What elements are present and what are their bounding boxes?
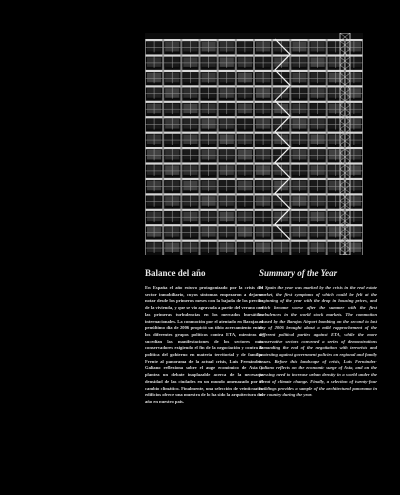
english-body: In Spain the year was marked by the crisis in the real estate market, the first symptoms of which could be felt at the beginning of the year with the drop in housing prices, and which became worse after the summer with the first turbulences in the world stock markets. The commotion caused by the Barajas Airport bombing on the second to last day of 2006 brought about a mild rapprochement of the different political parties against ETA, while the more conservative sectors convened a series of demonstrations demanding the end of the negotiation with terrorists and protesting against government policies on regional and family issues. Before this landscape of crisis, Luis Fernández-Galiano reflects on the economic surge of Asia, and on the pressing need to increase urban density in a world under the threat of climate change. Finally, a selection of twenty-four buildings provides a sample of the architectural panorama in our country during the year. xyxy=(259,285,377,398)
building-photo xyxy=(145,33,363,255)
spanish-heading: Balance del año xyxy=(145,268,206,278)
english-column xyxy=(259,268,377,399)
spanish-body: En España el año estuvo protagonizado por la crisis del sector inmobiliario, cuyos síntomas empezaron a dejarse notar desde los primeros meses con la bajada de los precios de la vivienda, y que se vio agravada a partir del verano con las primeras turbulencias en los mercados bursátiles internacionales. La conmoción por el atentado en Barajas el penúltimo día de 2006 propició un tibio acercamiento entre los diferentes grupos políticos contra ETA, mientras se sucedían las manifestaciones de los sectores más conservadores exigiendo el fin de la negociación y contra la política del gobierno en materia territorial y de familia. Frente al panorama de la actual crisis, Luis Fernández-Galiano reflexiona sobre el auge económico de Asia y plantea un debate inaplazable acerca de la necesaria densidad de las ciudades en un mundo amenazado por el cambio climático. Finalmente, una selección de veinticuatro edificios ofrece una muestra de lo ha sido la arquitectura del año en nuestro país. xyxy=(145,285,263,404)
english-heading: Summary of the Year xyxy=(259,268,338,278)
building-under-construction-icon xyxy=(145,33,363,255)
spanish-column xyxy=(145,268,263,406)
